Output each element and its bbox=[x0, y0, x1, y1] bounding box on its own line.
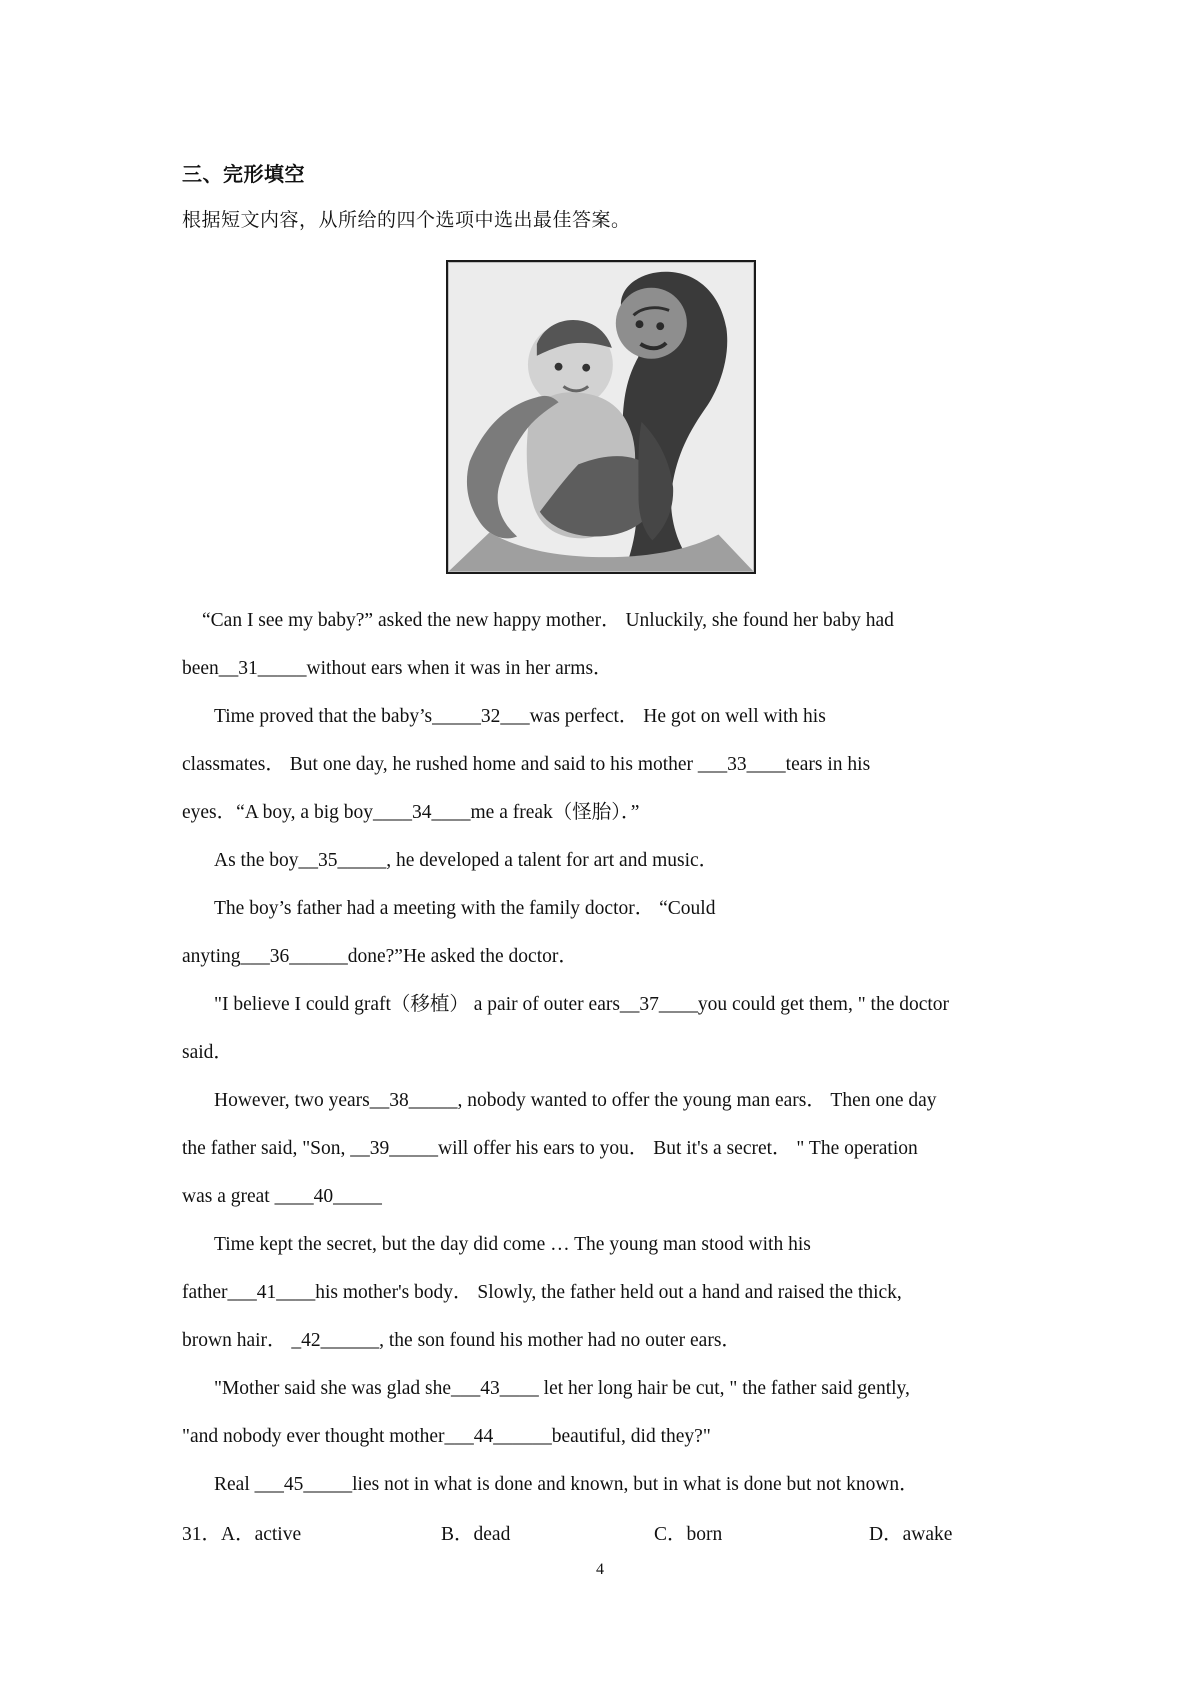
passage-line: "Mother said she was glad she___43____ let her long hair be cut, " the father said gently, bbox=[214, 1378, 910, 1399]
instruction-text: 根据短文内容，从所给的四个选项中选出最佳答案。 bbox=[182, 209, 631, 231]
passage-line: "I believe I could graft（移植） a pair of outer ears__37____you could get them, " the doctor bbox=[214, 994, 950, 1015]
passage-line: classmates． But one day, he rushed home and said to his mother ___33____tears in his bbox=[182, 754, 871, 775]
passage-line: The boy’s father had a meeting with the family doctor． “Could bbox=[214, 898, 716, 919]
passage-line: eyes．“A boy, a big boy____34____me a freak（怪胎）．” bbox=[182, 802, 640, 823]
photo-mother-child bbox=[446, 260, 756, 574]
passage-line: “Can I see my baby?” asked the new happy mother． Unluckily, she found her baby had bbox=[202, 610, 894, 631]
passage-line: was a great ____40_____ bbox=[182, 1186, 382, 1207]
passage-line: Time kept the secret, but the day did come … The young man stood with his bbox=[214, 1234, 811, 1255]
question-31-option-c: C．born bbox=[654, 1524, 723, 1545]
page-number: 4 bbox=[596, 1561, 604, 1578]
passage-line: anyting___36______done?”He asked the doctor． bbox=[182, 946, 578, 967]
passage-line: the father said, "Son, __39_____will offer his ears to you． But it's a secret． " The operation bbox=[182, 1138, 918, 1159]
question-31-option-b: B．dead bbox=[441, 1524, 511, 1545]
passage-line: Time proved that the baby’s_____32___was perfect． He got on well with his bbox=[214, 706, 826, 727]
passage-line: "and nobody ever thought mother___44______beautiful, did they?" bbox=[182, 1426, 711, 1447]
passage-line: As the boy__35_____, he developed a talent for art and music． bbox=[214, 850, 719, 871]
question-31-option-a: 31．A．active bbox=[182, 1524, 302, 1545]
passage-line: However, two years__38_____, nobody wanted to offer the young man ears． Then one day bbox=[214, 1090, 937, 1111]
passage-line: Real ___45_____lies not in what is done and known, but in what is done but not known． bbox=[214, 1474, 919, 1495]
section-title: 三、完形填空 bbox=[182, 162, 305, 186]
passage-line: been__31_____without ears when it was in her arms． bbox=[182, 658, 613, 679]
question-31-option-d: D．awake bbox=[869, 1524, 953, 1545]
passage-line: brown hair． _42______, the son found his mother had no outer ears． bbox=[182, 1330, 741, 1351]
passage-line: said． bbox=[182, 1042, 233, 1063]
passage-line: father___41____his mother's body． Slowly, the father held out a hand and raised the thick, bbox=[182, 1282, 902, 1303]
